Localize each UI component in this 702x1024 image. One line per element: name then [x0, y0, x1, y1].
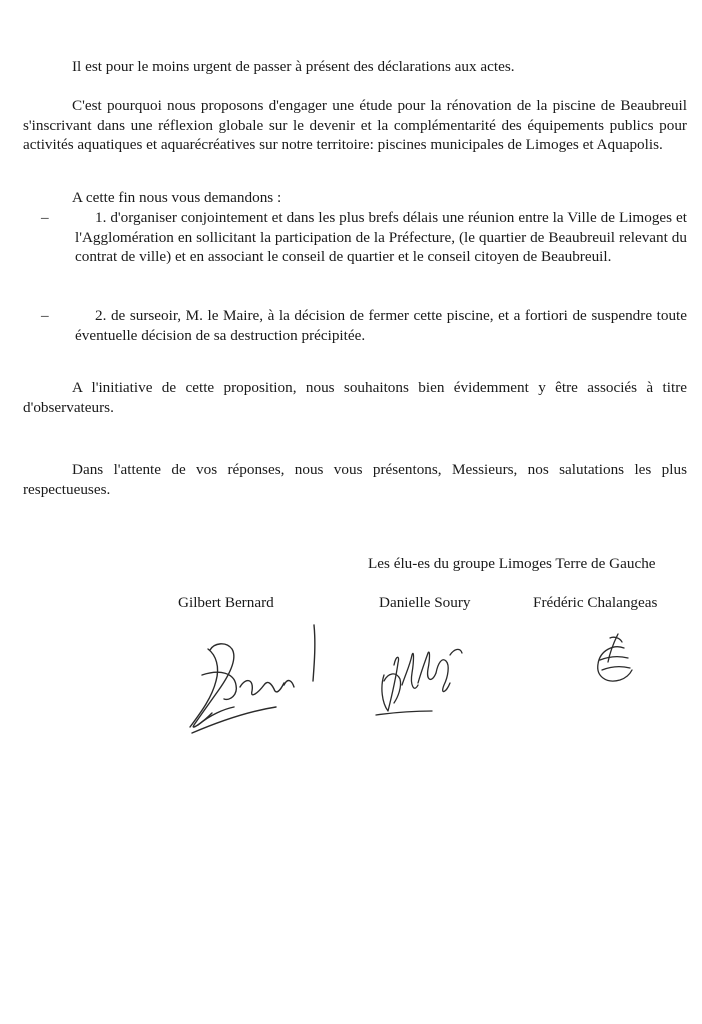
- list-item-2: [23, 306, 687, 345]
- paragraph-closing: Dans l'attente de vos réponses, nous vous présentons, Messieurs, nos salutations les plus respectueuses.: [23, 461, 687, 498]
- list-dash: –: [41, 209, 49, 226]
- signature-frederic-chalangeas: [590, 630, 640, 690]
- list-dash: –: [41, 307, 49, 324]
- signer-name-frederic-chalangeas: Frédéric Chalangeas: [533, 594, 658, 611]
- paragraph-intro: Il est pour le moins urgent de passer à présent des déclarations aux actes.: [72, 58, 515, 75]
- group-signature-line: Les élu-es du groupe Limoges Terre de Gauche: [368, 555, 656, 572]
- list-item-text: 1. d'organiser conjointement et dans les plus brefs délais une réunion entre la Ville de Limoges et l'Agglomération en sollicitant la participation de la Préfecture, (le quartier de Beaubreuil relevant du contrat de ville) et en associant le conseil de quartier et le conseil citoyen de Beaubreuil.: [75, 209, 687, 265]
- signer-name-gilbert-bernard: Gilbert Bernard: [178, 594, 274, 611]
- signature-danielle-soury: [370, 625, 470, 725]
- paragraph-proposal: C'est pourquoi nous proposons d'engager une étude pour la rénovation de la piscine de Beaubreuil s'inscrivant dans une réflexion globale sur le devenir et la complémentarité des équipements publics pour activités aquatiques et aquarécréatives sur notre territoire: piscines municipales de Limoges et Aquapolis.: [23, 97, 687, 153]
- signature-gilbert-bernard: [180, 615, 330, 745]
- list-item-1: [23, 208, 687, 267]
- paragraph-request: A cette fin nous vous demandons :: [72, 189, 282, 206]
- list-item-text: 2. de surseoir, M. le Maire, à la décision de fermer cette piscine, et a fortiori de suspendre toute éventuelle décision de sa destruction précipitée.: [75, 307, 687, 344]
- paragraph-initiative: A l'initiative de cette proposition, nous souhaitons bien évidemment y être associés à titre d'observateurs.: [23, 379, 687, 416]
- signer-name-danielle-soury: Danielle Soury: [379, 594, 471, 611]
